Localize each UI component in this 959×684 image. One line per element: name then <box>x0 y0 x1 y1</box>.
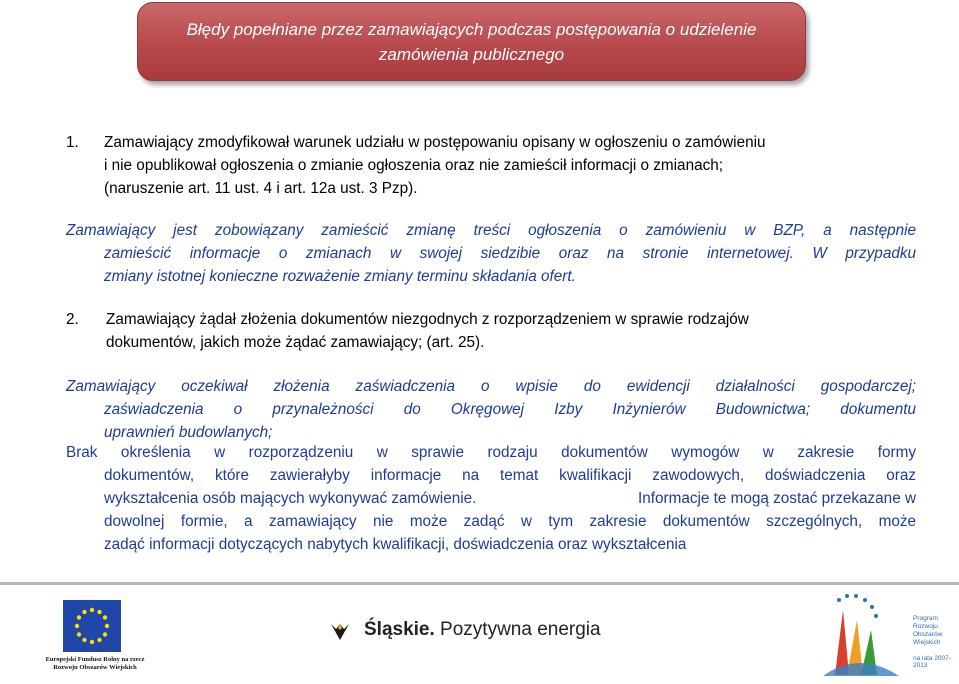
item-2-line: Zamawiający żądał złożenia dokumentów niezgodnych z rozporządzeniem w sprawie rodzajów <box>106 311 749 328</box>
prow-line: Obszarów <box>913 631 943 638</box>
item-1-comment-line: Zamawiający jest zobowiązany zamieścić zmianę treści ogłoszenia o zamówieniu w BZP, a następnie <box>66 222 916 239</box>
item-2-comment2-seg: wykształcenia osób mających wykonywać zamówienie. <box>104 490 477 507</box>
item-2-number: 2. <box>66 311 79 328</box>
item-1-line: i nie opublikował ogłoszenia o zmianie ogłoszenia oraz nie zamieścił informacji o zmianach; <box>104 157 723 174</box>
item-2-comment2-line <box>66 487 916 510</box>
slask-brand: Śląskie. <box>364 619 435 640</box>
slide-title: Błędy popełniane przez zamawiających podczas postępowania o udzielenie zamówienia publicznego <box>186 19 757 64</box>
item-2-comment-line: zaświadczenia o przynależności do Okręgowej Izby Inżynierów Budownictwa; dokumentu <box>104 401 916 418</box>
item-1-comment-line: zamieścić informacje o zmianach w swojej siedzibie oraz na stronie internetowej. W przypadku <box>104 245 916 262</box>
prow-name <box>913 615 942 647</box>
prow-logo-icon <box>815 590 905 679</box>
prow-line: Program <box>913 615 938 622</box>
prow-years: na lata 2007-2013 <box>913 655 951 669</box>
item-1-line: (naruszenie art. 11 ust. 4 i art. 12a ust. 3 Pzp). <box>104 180 418 197</box>
item-1-text <box>104 131 924 200</box>
item-1-number: 1. <box>66 134 79 151</box>
prow-line: Rozwoju <box>913 623 938 630</box>
item-2-comment-line: Zamawiający oczekiwał złożenia zaświadczenia o wpisie do ewidencji działalności gospodarczej; <box>66 378 916 395</box>
item-2-comment-2 <box>66 441 916 556</box>
item-2-comment2-line: dowolnej formie, a zamawiający nie może zadąć w tym zakresie dokumentów szczególnych, może <box>104 513 916 530</box>
item-1-line: Zamawiający zmodyfikował warunek udziału w postępowaniu opisany w ogłoszeniu o zamówieniu <box>104 134 766 151</box>
slide-title-box <box>137 2 806 81</box>
item-2-comment-line: uprawnień budowlanych; <box>104 424 273 441</box>
eu-caption: Europejski Fundusz Rolny na rzecz Rozwoju Obszarów Wiejskich <box>45 656 145 671</box>
item-2-comment <box>66 375 916 444</box>
prow-line: Wiejskich <box>913 639 941 646</box>
item-2-line: dokumentów, jakich może żądać zamawiający; (art. 25). <box>106 334 485 351</box>
item-2-comment2-seg: Informacje te mogą zostać przekazane w <box>637 490 916 507</box>
slask-slogan-text: Pozytywna energia <box>434 619 601 640</box>
item-2-comment2-line: Brak określenia w rozporządzeniu w sprawie rodzaju dokumentów wymogów w zakresie formy <box>66 444 916 461</box>
item-1-comment-line: zmiany istotnej konieczne rozważenie zmiany terminu składania ofert. <box>104 268 576 285</box>
item-2-comment2-line: zadąć informacji dotyczących nabytych kwalifikacji, doświadczenia oraz wykształcenia <box>104 536 687 553</box>
item-2-text <box>106 308 926 354</box>
item-1-comment <box>66 219 916 288</box>
slask-eagle-icon <box>328 620 352 644</box>
item-2-comment2-line: dokumentów, które zawierałyby informacje na temat kwalifikacji zawodowych, doświadczenia oraz <box>104 467 916 484</box>
eu-flag-icon <box>63 600 121 652</box>
slask-slogan <box>364 619 601 641</box>
